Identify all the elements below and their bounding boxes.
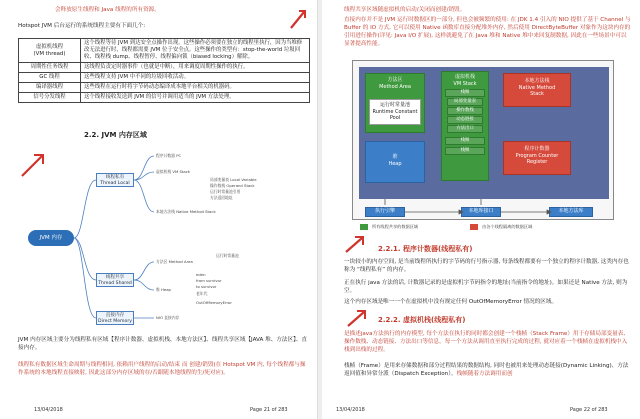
heap-box: 堆 Heap <box>365 141 425 183</box>
intro-text: Hotspot JVM 后台运行的系统线程主要有下面几个: <box>18 23 146 29</box>
legend-private-swatch <box>470 224 478 230</box>
para-pc-2: 正在执行 java 方法的话, 计数器记录的是虚拟机字节码指令的地址(当前指令的地址)。如果还是 Native 方法, 则为空。 <box>344 280 628 294</box>
mindmap-leaf: 操作数栈 Operand Stack <box>210 183 255 188</box>
native-method-stack-box: 本地方法栈 Native Method Stack <box>503 73 571 107</box>
jvm-thread-table <box>18 38 310 103</box>
mindmap-node-direct-memory: 直接内存 Direct Memory <box>96 311 134 325</box>
thread-name-cell: 编译器线程 <box>19 83 81 93</box>
section-title-2-2: 2.2. JVM 内存区域 <box>84 131 147 139</box>
para-thread-private-lifecycle: 线程私有数据区域生命周期与线程相同, 依赖用户线程的启动/结束 而 创建/销毁(在 Hotspot VM 内, 每个线程都与操作系统的本地线程直接映射, 因此这部分内存区域的存/否跟随本地线程的生/死对应)。 <box>18 362 306 376</box>
thread-desc-cell: 这个线程等待 JVM 到达安全点操作出现。这些操作必须要在独立的线程里执行，因为当堆修改无法进行时，线程都需要 JVM 位于安全点。这些操作的类型有：stop-the-world 垃圾回收、线程栈 dump、线程暂停、线程偏向锁（biased locking）解除。 <box>81 39 310 63</box>
thread-table-row <box>19 73 310 83</box>
mindmap-leaf: OutOfMemoryError <box>196 300 232 305</box>
dynamic-linking: 动态链接 <box>447 116 483 124</box>
native-interface-box: 本地库接口 <box>461 207 501 217</box>
mindmap-leaf: NIO 直接内存 <box>156 315 180 320</box>
thread-table-row <box>19 83 310 93</box>
operand-stack: 操作数栈 <box>447 107 483 115</box>
top-red-line: 会释放原生线程和 Java 线程的所有资源。 <box>55 7 160 13</box>
section-title-2-2-1: 2.2.1. 程序计数器(线程私有) <box>378 245 473 253</box>
thread-desc-cell: 这些线程在运行时将字节码动态编译成本地平台相关的机器码。 <box>81 83 310 93</box>
method-area-box: 方法区 Method Area <box>365 73 425 133</box>
mindmap-leaf: 局部变量表 Local Variable <box>210 177 257 182</box>
mindmap-leaf: 本地方法栈 Native Method Stack <box>156 209 216 214</box>
page-22 <box>322 0 640 419</box>
mindmap-leaf: to survivor <box>196 284 217 289</box>
jvm-memory-mindmap <box>20 150 310 330</box>
thread-desc-cell: 这个线程接收发送到 JVM 的信号并调用适当的 JVM 方法处理。 <box>81 93 310 103</box>
footer-page: Page 22 of 283 <box>570 407 608 413</box>
program-counter-box: 程序计数器 Program Counter Register <box>503 141 571 175</box>
thread-table-row <box>19 63 310 73</box>
execution-engine-box: 执行引擎 <box>365 207 405 217</box>
thread-desc-cell: 这线程负责定时器事件（也就是中断），用来调度周期性操作的执行。 <box>81 63 310 73</box>
para-vm-stack-2: 栈帧（Frame）是用来存储数据和部分过程结果的数据结构, 同时也被用来处理动态链接(Dynamic Linking)、方法返回值和异常分派（Dispatch Exception）。栈帧随着方法调用而创 <box>344 363 629 377</box>
para-memory-regions: JVM 内存区域主要分为线程私有区域【程序计数器、虚拟机栈、本地方法区】、线程共享区域【JAVA 堆、方法区】、直接内存。 <box>18 337 308 351</box>
red-arrow-icon <box>288 8 308 30</box>
mindmap-leaf: from survivor <box>196 278 222 283</box>
native-library-box: 本地方法库 <box>549 207 593 217</box>
footer-date: 13/04/2018 <box>34 407 63 413</box>
mindmap-leaf: 程序计数器 PC <box>156 153 182 158</box>
jvm-runtime-diagram <box>352 60 614 220</box>
stack-frame: 栈帧 <box>445 89 485 97</box>
mindmap-leaf: 方法区 Method Area <box>156 259 193 264</box>
mindmap-leaf: 运行时常量池 <box>216 253 239 258</box>
top-red-line: 线程共享区域随虚拟机的启动/关闭而创建/销毁。 <box>344 7 466 13</box>
para-pc-3: 这个内存区域是唯一一个在虚拟机中没有规定任何 OutOfMemoryError 情况的区域。 <box>344 299 558 305</box>
stack-frame: 栈帧 <box>445 147 485 155</box>
mindmap-node-thread-local: 线程私有 Thread Local <box>96 173 134 187</box>
local-variable-table: 局部变量表 <box>447 98 483 106</box>
mindmap-leaf: 堆 Heap <box>156 287 171 292</box>
page-21 <box>0 0 318 419</box>
mindmap-leaf: 虚拟机栈 VM Stack <box>156 169 190 174</box>
para-direct-memory: 直接内存并不是 JVM 运行时数据区的一部分, 但也会被频繁的使用: 在 JDK 1.4 引入的 NIO 提供了基于 Channel 与 Buffer 的 IO 方式, 它可以使用 Native 函数库直接分配堆外内存, 然后使用 DirectByteBuffer 对象作为这块内存的引用进行操作(详见: Java I/O 扩展), 这样就避免了在 Java 堆和 Native 堆中来回复制数据, 因此在一些场景中可以显著提高性能。 <box>344 17 631 47</box>
legend-shared-label: 所有线程共享的数据区域 <box>372 224 419 229</box>
mindmap-leaf: eden <box>196 272 206 277</box>
thread-table-row <box>19 93 310 103</box>
mindmap-leaf: 方法返回地址 <box>210 195 233 200</box>
thread-table-row <box>19 39 310 63</box>
red-arrow-icon <box>342 232 368 256</box>
mindmap-node-thread-shared: 线程共享 Thread Shared <box>96 273 134 287</box>
footer-page: Page 21 of 283 <box>250 407 288 413</box>
para-pc-1: 一块较小的内存空间, 是当前线程所执行的字节码的行号指示器, 每条线程都要有一个独立的程序计数器, 这类内存也称为 “线程私有” 的内存。 <box>344 259 629 273</box>
footer-date: 13/04/2018 <box>336 407 365 413</box>
vm-stack-box: 虚拟机栈 VM Stack <box>441 71 489 181</box>
thread-name-cell: GC 线程 <box>19 73 81 83</box>
section-title-2-2-2: 2.2.2. 虚拟机栈(线程私有) <box>378 316 466 324</box>
method-exit: 方法出口 <box>447 125 483 133</box>
mindmap-leaf: 老年代 <box>196 291 208 296</box>
diagram-arrows <box>353 61 615 221</box>
mindmap-leaf: 运行时常量池引用 <box>210 189 241 194</box>
thread-name-cell: 虚拟机线程 (VM thread) <box>19 39 81 63</box>
legend-private-label: 由各个线程隔离的数据区域 <box>482 224 533 229</box>
para-vm-stack-1: 是描述java方法执行的内存模型, 每个方法在执行的同时都会创建一个栈帧（Stack Frame）用于存储局部变量表、操作数栈、动态链接、方法出口等信息。每一个方法从调用直至执行完成的过程, 就对应着一个栈帧在虚拟机栈中入栈到出栈的过程。 <box>344 331 629 353</box>
legend-shared-swatch <box>360 224 368 230</box>
stack-frame: 栈帧 <box>445 137 485 145</box>
mindmap-root: JVM 内存 <box>28 230 74 246</box>
runtime-constant-pool-box: 运行时常量池 Runtime Constant Pool <box>369 99 421 125</box>
thread-name-cell: 信号分发线程 <box>19 93 81 103</box>
thread-name-cell: 周期性任务线程 <box>19 63 81 73</box>
thread-desc-cell: 这些线程支持 JVM 中不同的垃圾回收活动。 <box>81 73 310 83</box>
red-arrow-icon <box>344 306 370 330</box>
